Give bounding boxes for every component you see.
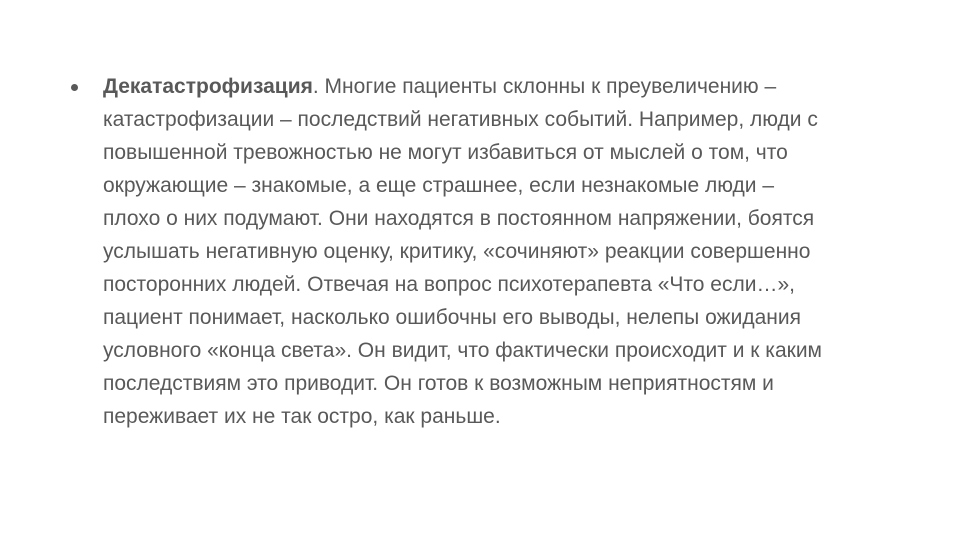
bullet-list (68, 70, 938, 433)
bullet-line-3: повышенной тревожностью не могут избавиться от мыслей о том, что (103, 141, 788, 164)
bullet-line-5: плохо о них подумают. Они находятся в постоянном напряжении, боятся (103, 207, 815, 230)
bullet-line-10: последствиям это приводит. Он готов к возможным неприятностям и (103, 372, 774, 395)
bullet-line-6: услышать негативную оценку, критику, «сочиняют» реакции совершенно (103, 240, 811, 263)
bullet-line-8: пациент понимает, насколько ошибочны его выводы, нелепы ожидания (103, 306, 801, 329)
bullet-item (68, 70, 938, 433)
bullet-line-4: окружающие – знакомые, а еще страшнее, если незнакомые люди – (103, 174, 775, 197)
bullet-first-line-text: . Многие пациенты склонны к преувеличению – (312, 75, 777, 98)
bullet-line-2: катастрофизации – последствий негативных событий. Например, люди с (103, 108, 818, 131)
bullet-line-1 (103, 70, 938, 103)
bullet-line-11: переживает их не так остро, как раньше. (103, 405, 501, 428)
bullet-line-7: посторонних людей. Отвечая на вопрос психотерапевта «Что если…», (103, 273, 795, 296)
bullet-term: Декатастрофизация (103, 75, 313, 98)
bullet-line-9: условного «конца света». Он видит, что фактически происходит и к каким (103, 339, 822, 362)
bullet-dot-icon (71, 84, 78, 91)
